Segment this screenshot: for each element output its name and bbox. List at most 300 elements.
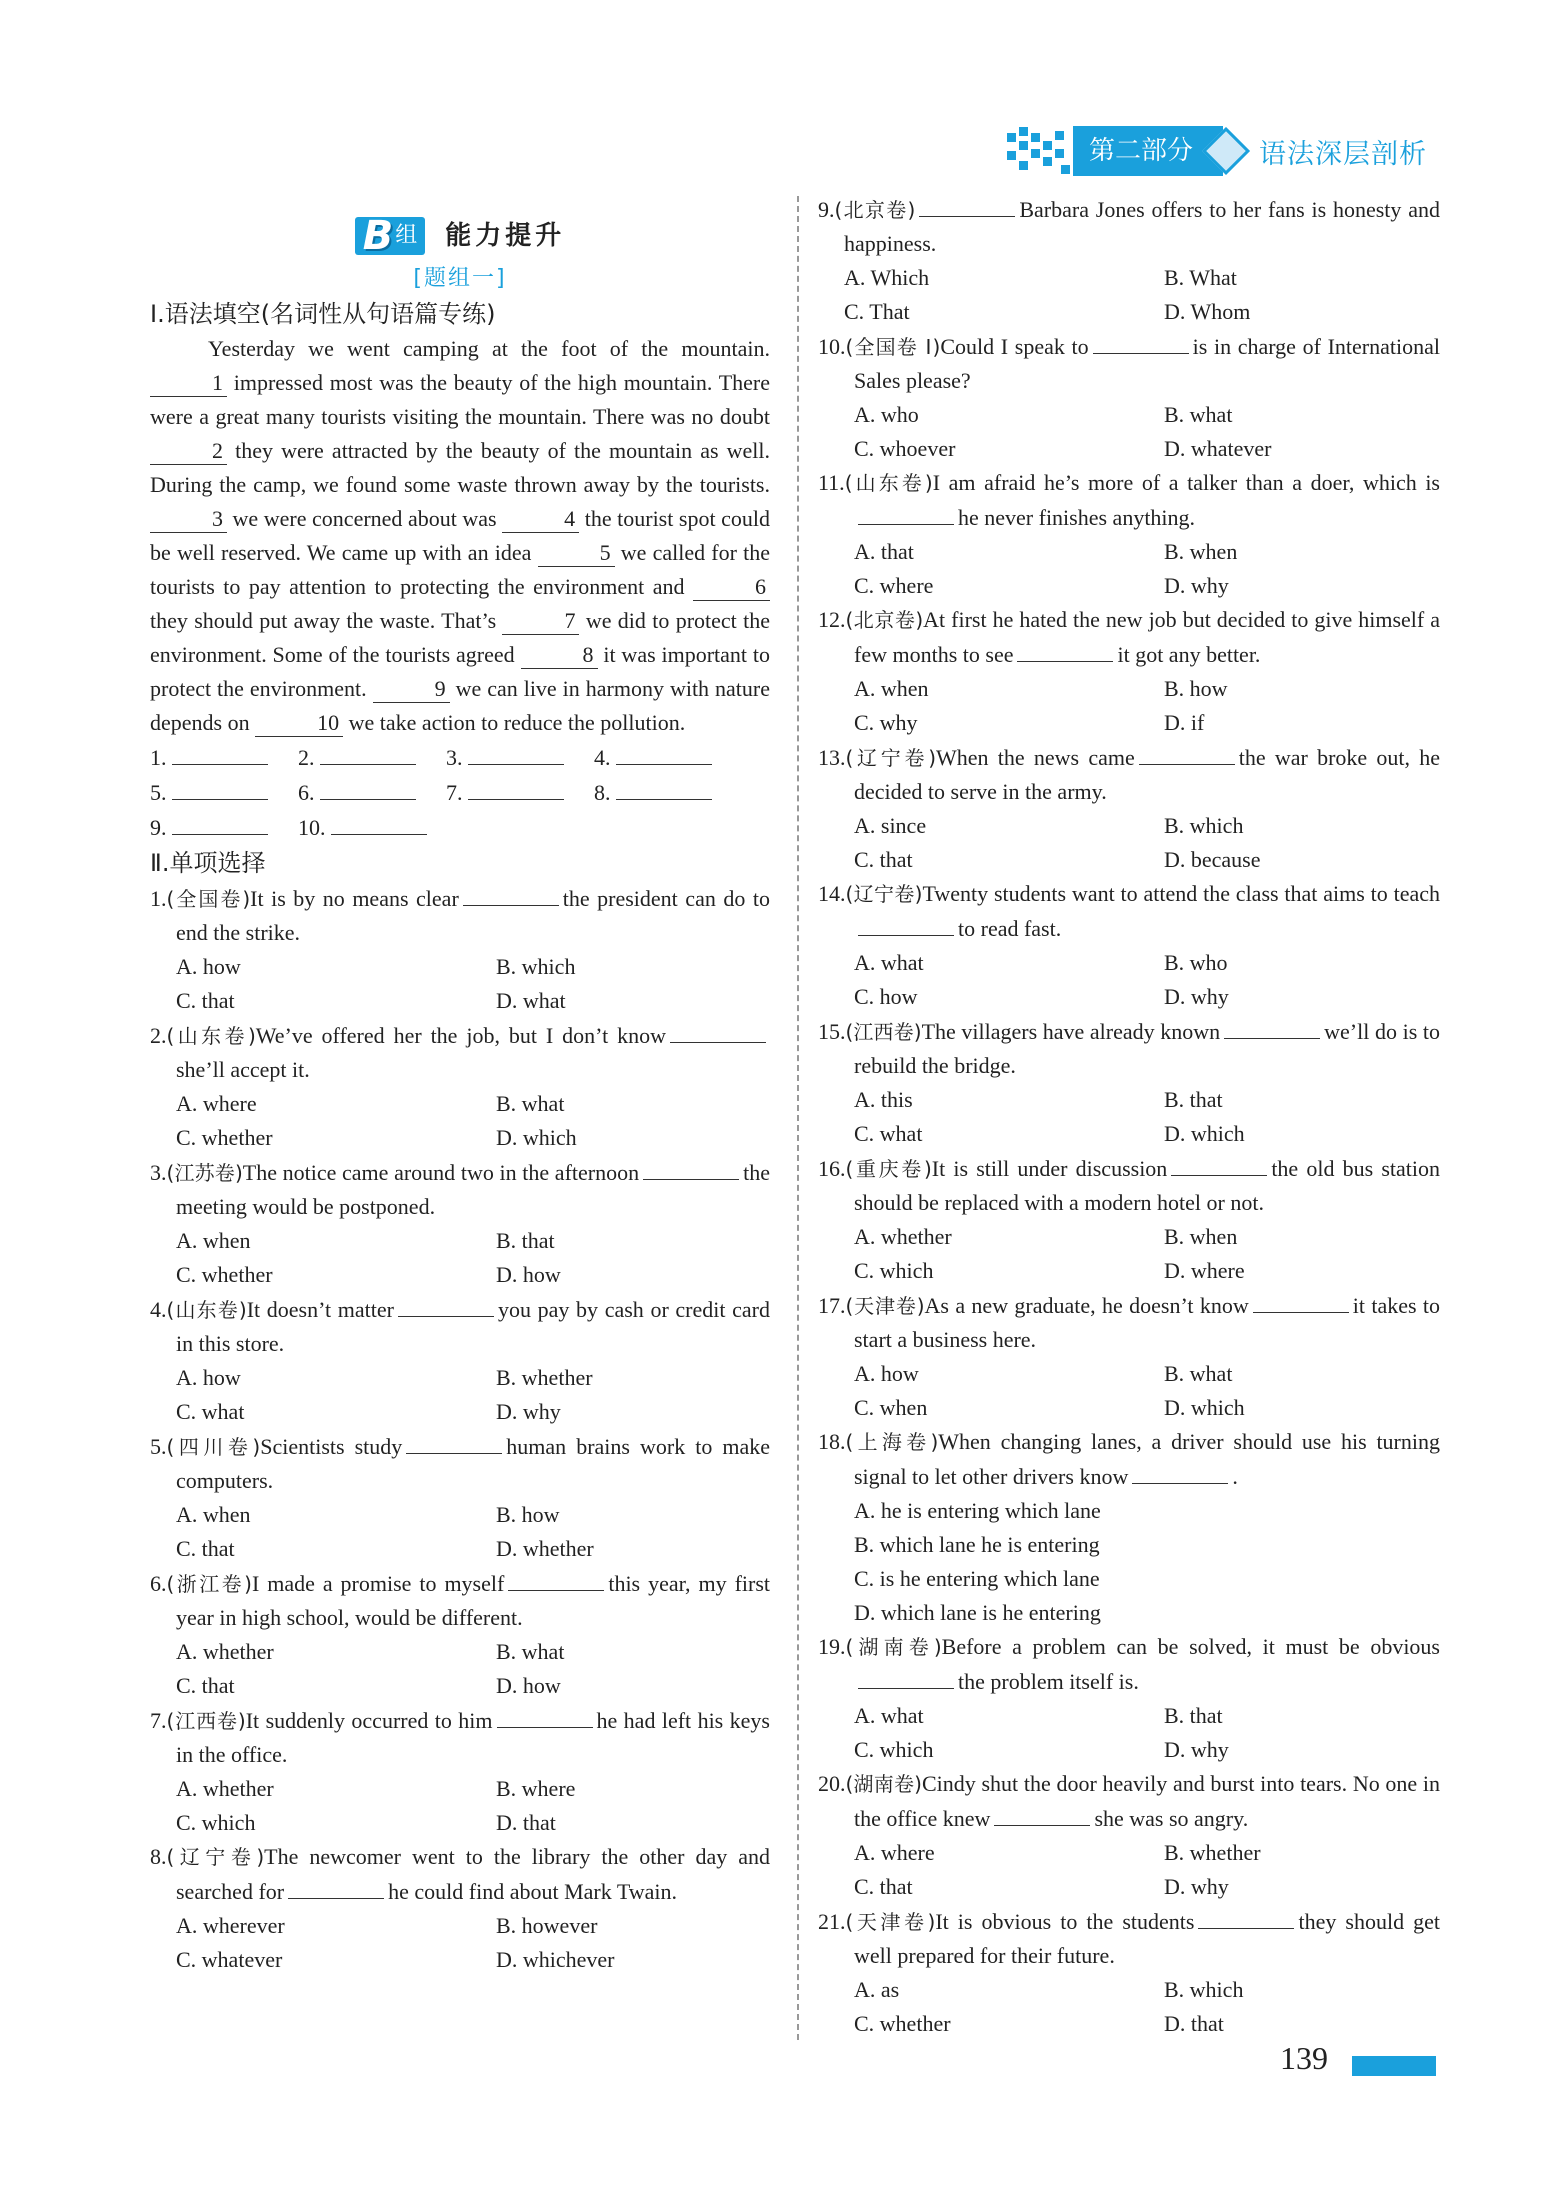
passage-segment: we can live in harmony with nature depends on bbox=[150, 676, 770, 735]
option[interactable]: D. which lane is he entering bbox=[854, 1600, 1101, 1625]
column-divider bbox=[797, 196, 799, 2040]
option[interactable]: B. who bbox=[1164, 950, 1228, 975]
question-source: (天津卷) bbox=[845, 1294, 925, 1318]
answer-number: 9. bbox=[150, 815, 167, 840]
option[interactable]: D. because bbox=[1164, 847, 1261, 872]
options bbox=[818, 261, 1440, 329]
question-number: 19. bbox=[818, 1634, 846, 1659]
option[interactable]: B. that bbox=[1164, 1087, 1223, 1112]
question-stem bbox=[818, 1288, 1440, 1357]
cloze-blank[interactable]: 3 bbox=[150, 506, 227, 533]
answer-number: 10. bbox=[298, 815, 326, 840]
options bbox=[818, 672, 1440, 740]
question-blank[interactable] bbox=[994, 1801, 1090, 1826]
question-text-before: When changing lanes, a driver should use his turning signal to let other drivers know bbox=[854, 1429, 1440, 1489]
question-stem bbox=[818, 877, 1440, 946]
question-text-after: Barbara Jones offers to her fans is honesty and happiness. bbox=[844, 197, 1440, 256]
option[interactable]: A. when bbox=[854, 676, 929, 701]
question-source: (江西卷) bbox=[166, 1709, 246, 1733]
question-text-after: he had left his keys in the office. bbox=[176, 1708, 770, 1767]
question-source: (上海卷) bbox=[845, 1430, 939, 1454]
option[interactable]: A. when bbox=[176, 1228, 251, 1253]
option[interactable]: C. which bbox=[176, 1810, 256, 1835]
question-blank[interactable] bbox=[1017, 637, 1113, 662]
option[interactable]: B. what bbox=[1164, 1361, 1233, 1386]
question-text-before: At first he hated the new job but decided to give himself a few months to see bbox=[854, 607, 1440, 667]
question-blank[interactable] bbox=[1198, 1904, 1294, 1929]
option[interactable]: B. whether bbox=[1164, 1840, 1261, 1865]
question-item bbox=[150, 1292, 770, 1429]
question-blank[interactable] bbox=[1171, 1151, 1267, 1176]
option[interactable]: C. That bbox=[844, 299, 910, 324]
option[interactable]: C. that bbox=[176, 988, 235, 1013]
question-stem bbox=[818, 1630, 1440, 1699]
options bbox=[150, 1498, 770, 1566]
question-stem bbox=[150, 1566, 770, 1635]
option[interactable]: B. What bbox=[1164, 265, 1237, 290]
option[interactable]: C. when bbox=[854, 1395, 928, 1420]
option[interactable]: D. why bbox=[1164, 573, 1229, 598]
question-stem bbox=[818, 603, 1440, 672]
cloze-passage bbox=[150, 332, 770, 740]
option[interactable]: A. since bbox=[854, 813, 927, 838]
option[interactable]: A. as bbox=[854, 1977, 900, 2002]
question-item bbox=[150, 1840, 770, 1977]
option[interactable]: D. how bbox=[496, 1262, 561, 1287]
question-stem bbox=[818, 466, 1440, 535]
option[interactable]: D. which bbox=[1164, 1395, 1245, 1420]
question-blank[interactable] bbox=[1093, 329, 1189, 354]
question-text-before: As a new graduate, he doesn’t know bbox=[924, 1293, 1249, 1318]
cloze-blank[interactable]: 7 bbox=[502, 608, 579, 635]
passage-segment: we called for the tourists to pay attention to protecting the environment and bbox=[150, 540, 770, 599]
option[interactable]: C. that bbox=[176, 1673, 235, 1698]
answer-number: 2. bbox=[298, 745, 315, 770]
option[interactable]: D. if bbox=[1164, 710, 1205, 735]
option[interactable]: D. Whom bbox=[1164, 299, 1251, 324]
section2-title: Ⅱ.单项选择 bbox=[150, 849, 266, 877]
options bbox=[818, 1494, 1440, 1630]
option[interactable]: D. where bbox=[1164, 1258, 1245, 1283]
question-stem bbox=[150, 881, 770, 950]
question-blank[interactable] bbox=[643, 1155, 739, 1180]
passage-text bbox=[150, 332, 770, 740]
options bbox=[150, 1909, 770, 1977]
page-number: 139 bbox=[1280, 2040, 1328, 2076]
option[interactable]: B. that bbox=[1164, 1703, 1223, 1728]
passage-segment: it was important to protect the environment. bbox=[150, 642, 771, 701]
question-item bbox=[818, 466, 1440, 603]
option[interactable]: C. where bbox=[854, 573, 934, 598]
question-text-after: we’ll do is to rebuild the bridge. bbox=[854, 1019, 1440, 1078]
question-text-before: Could I speak to bbox=[940, 334, 1089, 359]
part-title: 语法深层剖析 bbox=[1259, 138, 1427, 170]
question-blank[interactable] bbox=[1253, 1288, 1349, 1313]
question-number: 10. bbox=[818, 334, 846, 359]
answer-cell bbox=[446, 740, 594, 775]
answer-number: 3. bbox=[446, 745, 463, 770]
question-text-before: It is obvious to the students bbox=[935, 1909, 1195, 1934]
question-number: 18. bbox=[818, 1429, 846, 1454]
answer-blank[interactable] bbox=[172, 810, 268, 835]
subgroup-tag: [题组一] bbox=[413, 266, 507, 291]
question-text-after: he could find about Mark Twain. bbox=[388, 1879, 677, 1904]
option[interactable]: A. where bbox=[854, 1840, 935, 1865]
question-stem bbox=[150, 1018, 770, 1087]
question-blank[interactable] bbox=[1139, 740, 1235, 765]
question-source: (山东卷) bbox=[844, 471, 933, 495]
question-text-after: the old bus station should be replaced with a modern hotel or not. bbox=[854, 1156, 1441, 1215]
question-stem bbox=[818, 1425, 1440, 1494]
option[interactable]: B. where bbox=[496, 1776, 576, 1801]
question-list-left bbox=[150, 881, 770, 1977]
cloze-blank[interactable]: 10 bbox=[255, 710, 343, 737]
question-item bbox=[150, 1429, 770, 1566]
question-source: (辽宁卷) bbox=[845, 882, 923, 906]
left-column bbox=[150, 210, 770, 1977]
option[interactable]: B. when bbox=[1164, 1224, 1238, 1249]
question-text-after: the war broke out, he decided to serve in the army. bbox=[854, 745, 1440, 804]
question-source: (山东卷) bbox=[166, 1024, 256, 1048]
question-text-before: The notice came around two in the afternoon bbox=[242, 1160, 640, 1185]
question-text-before: The villagers have already known bbox=[921, 1019, 1221, 1044]
question-number: 8. bbox=[150, 1844, 167, 1869]
option[interactable]: A. what bbox=[854, 950, 924, 975]
option[interactable]: A. who bbox=[854, 402, 919, 427]
question-blank[interactable] bbox=[858, 500, 954, 525]
group-heading bbox=[150, 210, 770, 262]
option[interactable]: C. that bbox=[176, 1536, 235, 1561]
option[interactable]: A. wherever bbox=[176, 1913, 285, 1938]
question-blank[interactable] bbox=[1224, 1014, 1320, 1039]
answer-number: 1. bbox=[150, 745, 167, 770]
answer-blank[interactable] bbox=[172, 775, 268, 800]
question-blank[interactable] bbox=[858, 1664, 954, 1689]
question-stem bbox=[818, 1014, 1440, 1083]
question-text-after: he never finishes anything. bbox=[958, 505, 1196, 530]
group-letter: B bbox=[362, 213, 394, 259]
answer-number: 6. bbox=[298, 780, 315, 805]
answer-blank[interactable] bbox=[616, 740, 712, 765]
cloze-blank[interactable]: 9 bbox=[373, 676, 450, 703]
options bbox=[150, 950, 770, 1018]
group-suffix: 组 bbox=[395, 223, 418, 248]
answer-blank[interactable] bbox=[616, 775, 712, 800]
answer-cell bbox=[150, 810, 298, 845]
right-column bbox=[818, 192, 1440, 2041]
question-text-before: Scientists study bbox=[260, 1434, 403, 1459]
question-stem bbox=[818, 1767, 1440, 1836]
question-number: 4. bbox=[150, 1297, 167, 1322]
option[interactable]: C. whether bbox=[854, 2011, 951, 2036]
cloze-blank[interactable]: 4 bbox=[502, 506, 579, 533]
question-item bbox=[818, 1630, 1440, 1767]
question-item bbox=[150, 881, 770, 1018]
option[interactable]: D. why bbox=[1164, 1737, 1229, 1762]
passage-segment: they were attracted by the beauty of the mountain as well. During the camp, we found some waste thrown away by the tourists. bbox=[150, 438, 770, 497]
question-number: 9. bbox=[818, 197, 835, 222]
option[interactable]: C. that bbox=[854, 1874, 913, 1899]
option[interactable]: A. whether bbox=[854, 1224, 952, 1249]
options bbox=[818, 1083, 1440, 1151]
answer-cell bbox=[594, 740, 742, 775]
question-number: 14. bbox=[818, 881, 846, 906]
option[interactable]: D. which bbox=[1164, 1121, 1245, 1146]
question-item bbox=[150, 1155, 770, 1292]
answer-blank[interactable] bbox=[331, 810, 427, 835]
part-label: 第二部分 bbox=[1073, 126, 1223, 176]
question-blank[interactable] bbox=[398, 1292, 494, 1317]
question-number: 3. bbox=[150, 1160, 167, 1185]
question-item bbox=[150, 1566, 770, 1703]
question-item bbox=[818, 1425, 1440, 1630]
question-text-before: We’ve offered her the job, but I don’t know bbox=[255, 1023, 666, 1048]
answer-cell bbox=[298, 740, 446, 775]
options bbox=[818, 946, 1440, 1014]
question-number: 11. bbox=[818, 470, 845, 495]
option[interactable]: C. is he entering which lane bbox=[854, 1566, 1100, 1591]
option[interactable]: D. why bbox=[496, 1399, 561, 1424]
option[interactable]: D. whatever bbox=[1164, 436, 1272, 461]
passage-segment: Yesterday we went camping at the foot of the mountain. bbox=[208, 336, 770, 361]
answer-blank[interactable] bbox=[468, 775, 564, 800]
option[interactable]: D. whether bbox=[496, 1536, 594, 1561]
question-item bbox=[818, 329, 1440, 466]
answer-blank[interactable] bbox=[172, 740, 268, 765]
option[interactable]: B. that bbox=[496, 1228, 555, 1253]
question-text-after: you pay by cash or credit card in this store. bbox=[176, 1297, 771, 1356]
option[interactable]: B. whether bbox=[496, 1365, 593, 1390]
question-stem bbox=[150, 1703, 770, 1772]
option[interactable]: C. whoever bbox=[854, 436, 956, 461]
option[interactable]: D. that bbox=[1164, 2011, 1224, 2036]
option[interactable]: B. which bbox=[1164, 813, 1244, 838]
question-blank[interactable] bbox=[1132, 1459, 1228, 1484]
answer-cell bbox=[594, 775, 742, 810]
cloze-blank[interactable]: 2 bbox=[150, 438, 227, 465]
question-text-before: It is by no means clear bbox=[250, 886, 459, 911]
answer-blank[interactable] bbox=[320, 775, 416, 800]
question-blank[interactable] bbox=[670, 1018, 766, 1043]
question-text-before: When the news came bbox=[936, 745, 1135, 770]
option[interactable]: C. how bbox=[854, 984, 918, 1009]
question-stem bbox=[150, 1429, 770, 1498]
option[interactable]: A. when bbox=[176, 1502, 251, 1527]
question-number: 5. bbox=[150, 1434, 167, 1459]
question-blank[interactable] bbox=[858, 911, 954, 936]
option[interactable]: B. what bbox=[496, 1639, 565, 1664]
passage-segment: they should put away the waste. That’s bbox=[150, 608, 503, 633]
option[interactable]: A. that bbox=[854, 539, 914, 564]
question-text-before: It suddenly occurred to him bbox=[245, 1708, 493, 1733]
answer-cell bbox=[298, 775, 446, 810]
question-text-after: the meeting would be postponed. bbox=[176, 1160, 770, 1219]
cloze-blank[interactable]: 1 bbox=[150, 370, 227, 397]
question-stem bbox=[818, 740, 1440, 809]
answer-blank[interactable] bbox=[320, 740, 416, 765]
question-text-after: . bbox=[1232, 1464, 1238, 1489]
option[interactable]: C. whatever bbox=[176, 1947, 283, 1972]
question-number: 7. bbox=[150, 1708, 167, 1733]
question-number: 1. bbox=[150, 886, 167, 911]
question-text-after: she’ll accept it. bbox=[176, 1057, 310, 1082]
option[interactable]: C. whether bbox=[176, 1262, 273, 1287]
options bbox=[818, 1836, 1440, 1904]
option[interactable]: A. Which bbox=[844, 265, 930, 290]
option[interactable]: B. which bbox=[496, 954, 576, 979]
option[interactable]: C. whether bbox=[176, 1125, 273, 1150]
option[interactable]: C. which bbox=[854, 1258, 934, 1283]
option[interactable]: D. how bbox=[496, 1673, 561, 1698]
question-item bbox=[818, 1151, 1440, 1288]
option[interactable]: D. why bbox=[1164, 1874, 1229, 1899]
group-name: 能力提升 bbox=[445, 221, 566, 251]
question-number: 12. bbox=[818, 607, 846, 632]
answer-cell bbox=[150, 740, 298, 775]
header-banner bbox=[1003, 124, 1427, 178]
question-source: (四川卷) bbox=[166, 1435, 261, 1459]
passage-segment: the tourist spot could be well reserved. We came up with an idea bbox=[150, 506, 770, 565]
question-source: (北京卷) bbox=[845, 608, 924, 632]
question-stem bbox=[818, 1904, 1440, 1973]
question-source: (浙江卷) bbox=[166, 1572, 252, 1596]
answer-cell bbox=[298, 810, 446, 845]
question-list-right bbox=[818, 192, 1440, 2041]
option[interactable]: C. which bbox=[854, 1737, 934, 1762]
option[interactable]: B. when bbox=[1164, 539, 1238, 564]
question-text-before: It doesn’t matter bbox=[246, 1297, 394, 1322]
answer-number: 5. bbox=[150, 780, 167, 805]
question-text-after: the problem itself is. bbox=[958, 1669, 1139, 1694]
option[interactable]: C. what bbox=[176, 1399, 245, 1424]
question-stem bbox=[150, 1292, 770, 1361]
cloze-blank[interactable]: 5 bbox=[538, 540, 615, 567]
option[interactable]: A. where bbox=[176, 1091, 257, 1116]
option[interactable]: B. which bbox=[1164, 1977, 1244, 2002]
question-item bbox=[818, 740, 1440, 877]
option[interactable]: A. how bbox=[854, 1361, 919, 1386]
option[interactable]: B. how bbox=[496, 1502, 560, 1527]
question-source: (全国卷) bbox=[166, 887, 251, 911]
question-text-after: she was so angry. bbox=[1094, 1806, 1249, 1831]
question-number: 20. bbox=[818, 1771, 846, 1796]
question-blank[interactable] bbox=[508, 1566, 604, 1591]
answer-blank[interactable] bbox=[468, 740, 564, 765]
option[interactable]: D. why bbox=[1164, 984, 1229, 1009]
option[interactable]: A. how bbox=[176, 1365, 241, 1390]
question-text-after: to read fast. bbox=[958, 916, 1062, 941]
option[interactable]: C. what bbox=[854, 1121, 923, 1146]
question-text-after: it takes to start a business here. bbox=[854, 1293, 1440, 1352]
option[interactable]: D. whichever bbox=[496, 1947, 615, 1972]
option[interactable]: C. that bbox=[854, 847, 913, 872]
options bbox=[818, 398, 1440, 466]
question-source: (山东卷) bbox=[166, 1298, 247, 1322]
options bbox=[818, 1699, 1440, 1767]
question-item bbox=[818, 1014, 1440, 1151]
question-source: (湖南卷) bbox=[845, 1635, 942, 1659]
option[interactable]: C. why bbox=[854, 710, 918, 735]
option[interactable]: D. which bbox=[496, 1125, 577, 1150]
answer-number: 4. bbox=[594, 745, 611, 770]
question-text-after: it got any better. bbox=[1117, 642, 1261, 667]
cloze-blank[interactable]: 6 bbox=[693, 574, 770, 601]
option[interactable]: A. whether bbox=[176, 1776, 274, 1801]
options bbox=[150, 1361, 770, 1429]
answer-row bbox=[150, 740, 770, 775]
question-source: (江西卷) bbox=[845, 1020, 922, 1044]
option[interactable]: D. that bbox=[496, 1810, 556, 1835]
question-blank[interactable] bbox=[463, 881, 559, 906]
question-source: (江苏卷) bbox=[166, 1161, 243, 1185]
answer-cell bbox=[446, 775, 594, 810]
answer-cell bbox=[150, 775, 298, 810]
question-item bbox=[150, 1018, 770, 1155]
question-blank[interactable] bbox=[406, 1429, 502, 1454]
options bbox=[818, 809, 1440, 877]
option[interactable]: D. what bbox=[496, 988, 566, 1013]
option[interactable]: B. how bbox=[1164, 676, 1228, 701]
question-number: 17. bbox=[818, 1293, 846, 1318]
cloze-blank[interactable]: 8 bbox=[521, 642, 598, 669]
passage-segment: impressed most was the beauty of the high mountain. There were a great many tourists visiting the mountain. There was no doubt bbox=[150, 370, 770, 429]
question-blank[interactable] bbox=[497, 1703, 593, 1728]
options bbox=[150, 1635, 770, 1703]
answer-number: 7. bbox=[446, 780, 463, 805]
question-blank[interactable] bbox=[288, 1874, 384, 1899]
question-source: (北京卷) bbox=[834, 198, 916, 222]
options bbox=[150, 1224, 770, 1292]
options bbox=[818, 1220, 1440, 1288]
options bbox=[818, 1973, 1440, 2041]
question-text-after: they should get well prepared for their future. bbox=[854, 1909, 1440, 1968]
question-text-after: is in charge of International Sales please? bbox=[854, 334, 1440, 393]
option[interactable]: A. what bbox=[854, 1703, 924, 1728]
group-badge bbox=[355, 213, 426, 259]
question-text-before: It is still under discussion bbox=[931, 1156, 1168, 1181]
option[interactable]: A. he is entering which lane bbox=[854, 1498, 1101, 1523]
answer-number: 8. bbox=[594, 780, 611, 805]
question-blank[interactable] bbox=[919, 192, 1015, 217]
option[interactable]: A. this bbox=[854, 1087, 913, 1112]
question-item bbox=[818, 192, 1440, 329]
passage-segment: we did to protect the environment. Some of the tourists agreed bbox=[150, 608, 770, 667]
question-item bbox=[818, 603, 1440, 740]
option[interactable]: B. however bbox=[496, 1913, 598, 1938]
option[interactable]: B. what bbox=[496, 1091, 565, 1116]
option[interactable]: A. how bbox=[176, 954, 241, 979]
question-stem bbox=[818, 192, 1440, 261]
question-item bbox=[818, 1767, 1440, 1904]
answer-row bbox=[150, 810, 770, 845]
passage-segment: we take action to reduce the pollution. bbox=[343, 710, 686, 735]
question-stem bbox=[150, 1840, 770, 1909]
question-text-before: Before a problem can be solved, it must be obvious bbox=[941, 1634, 1440, 1659]
question-item bbox=[818, 877, 1440, 1014]
question-stem bbox=[150, 1155, 770, 1224]
question-source: (全国卷 Ⅰ) bbox=[845, 335, 941, 359]
option[interactable]: A. whether bbox=[176, 1639, 274, 1664]
options bbox=[150, 1772, 770, 1840]
mosaic-icon bbox=[1003, 127, 1071, 175]
question-text-after: this year, my first year in high school, would be different. bbox=[176, 1571, 771, 1630]
question-number: 2. bbox=[150, 1023, 167, 1048]
option[interactable]: B. which lane he is entering bbox=[854, 1532, 1100, 1557]
question-source: (天津卷) bbox=[845, 1910, 936, 1934]
options bbox=[818, 535, 1440, 603]
question-item bbox=[818, 1288, 1440, 1425]
option[interactable]: B. what bbox=[1164, 402, 1233, 427]
